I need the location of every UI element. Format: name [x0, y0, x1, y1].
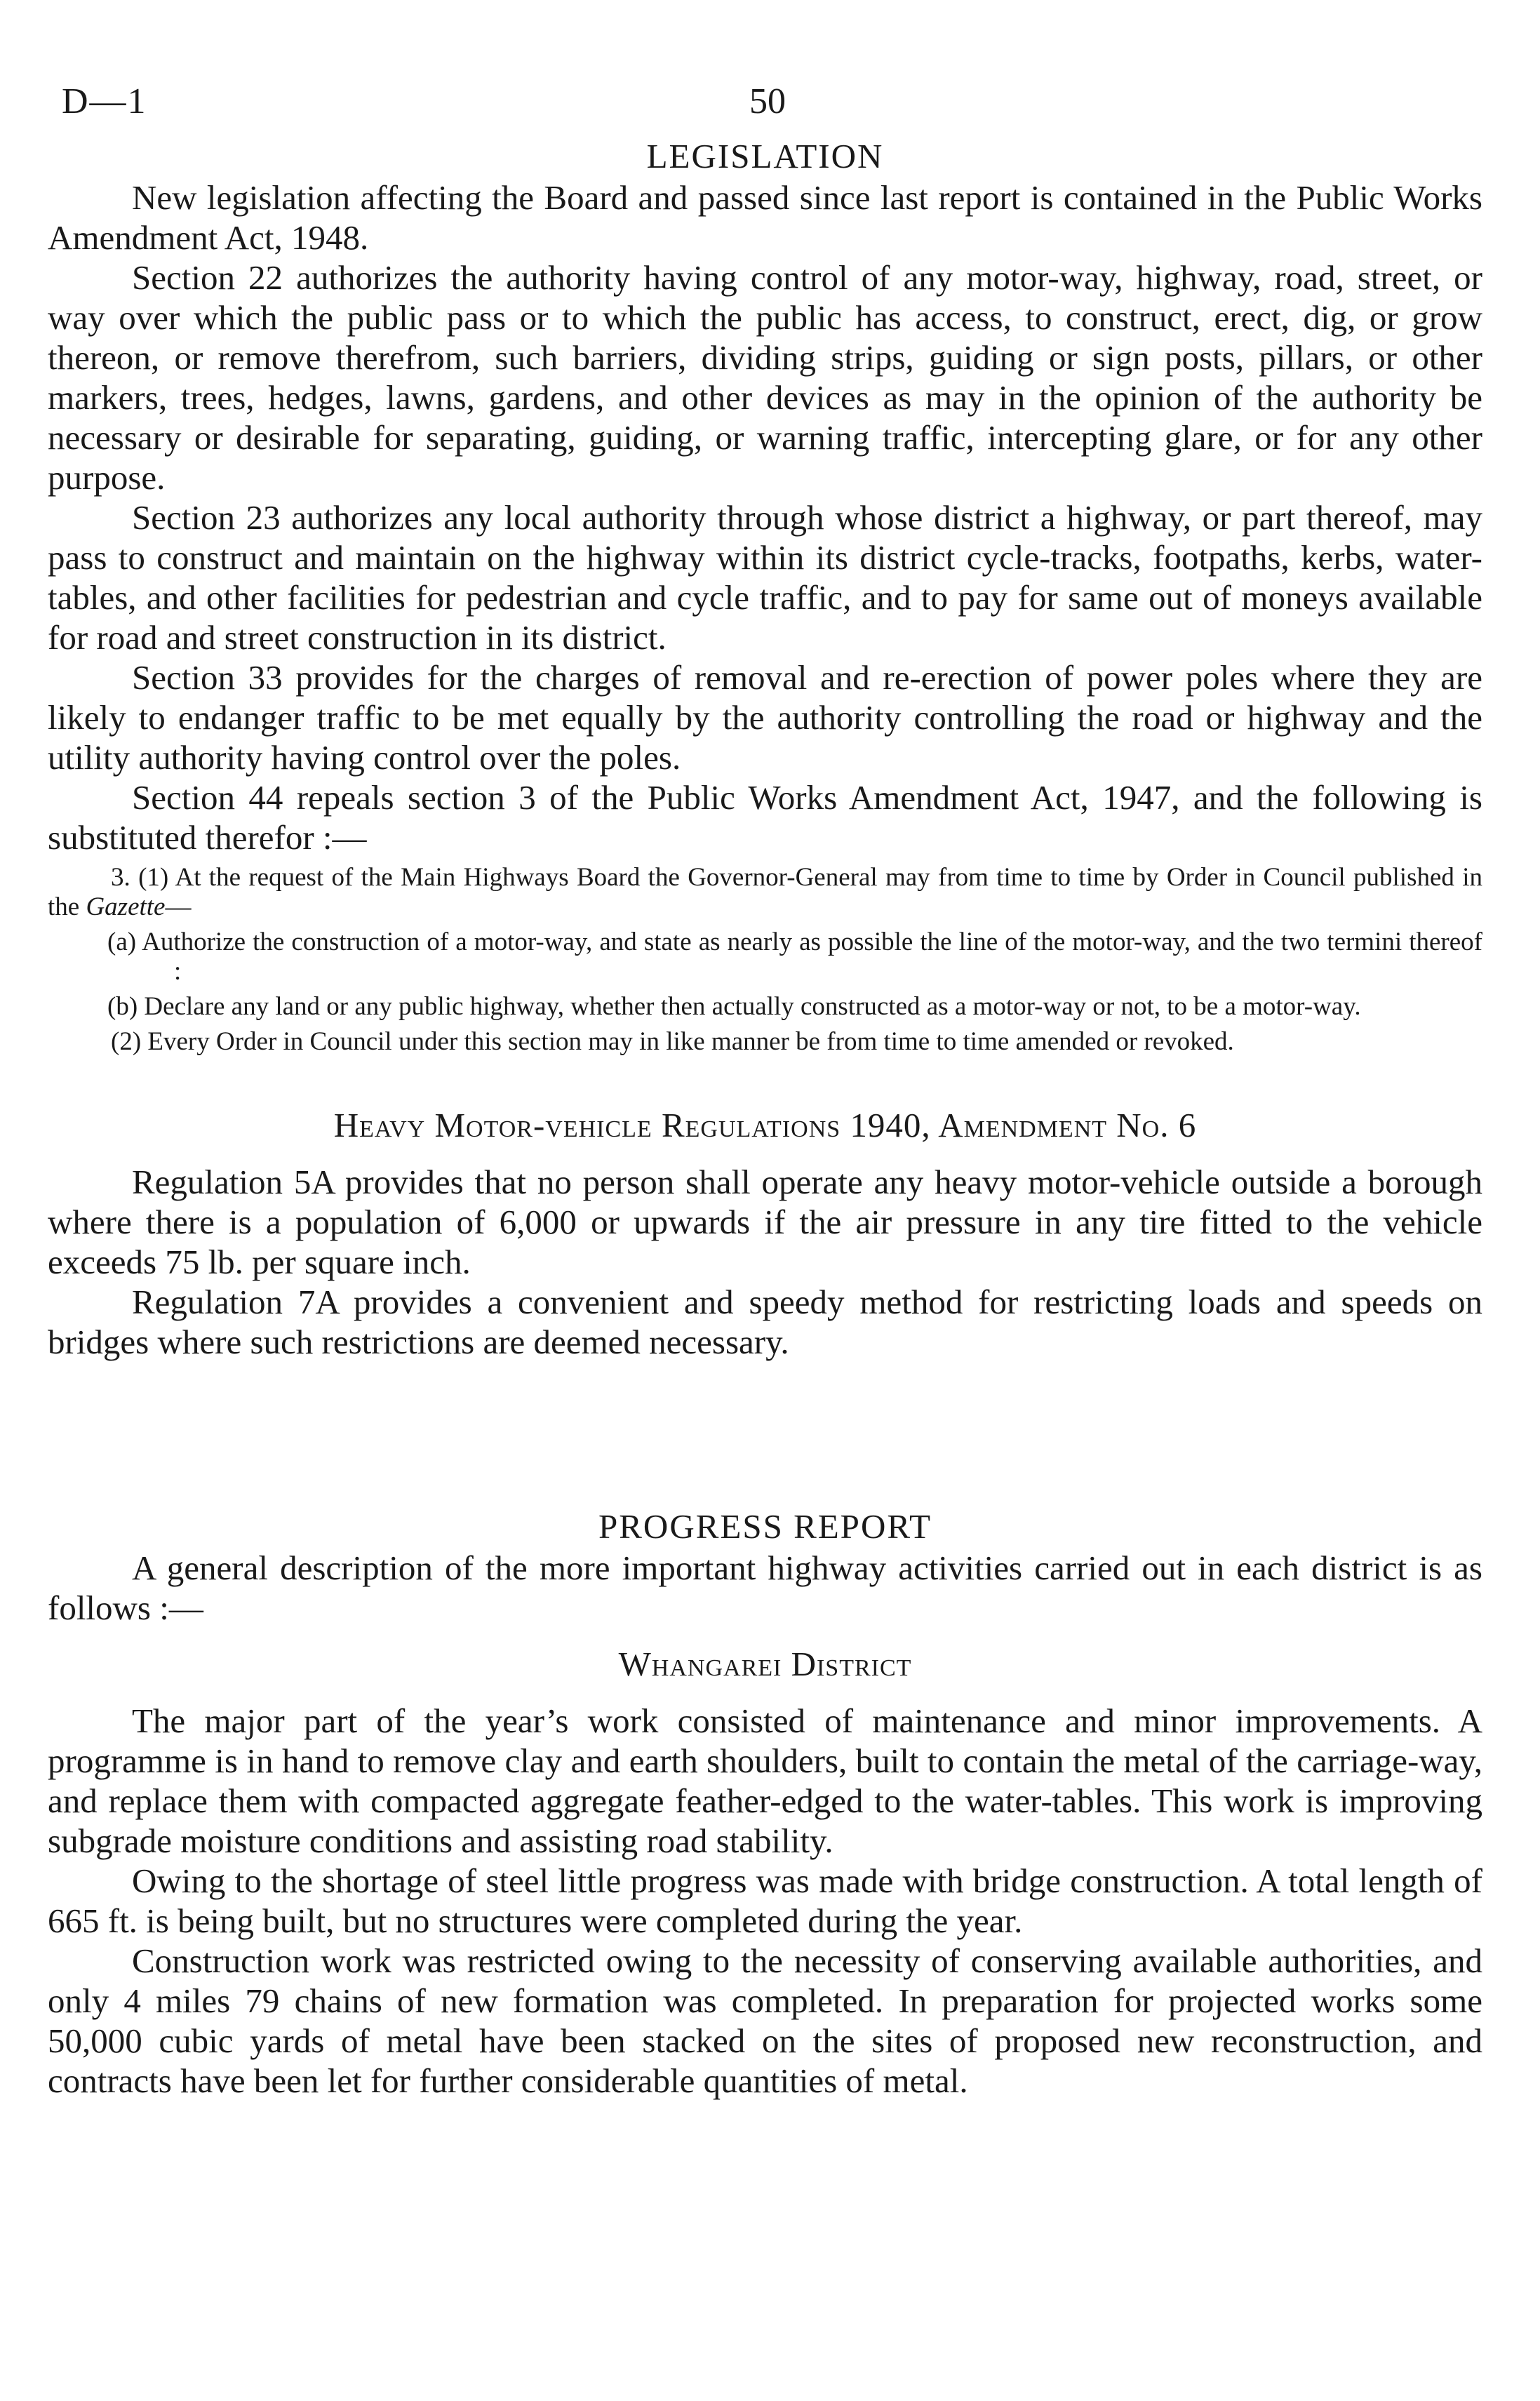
- district-heading: Whangarei District: [618, 1645, 912, 1683]
- progress-report-section: [48, 1548, 1482, 2101]
- heavy-vehicle-section: [48, 1162, 1482, 1362]
- legislation-section: [48, 178, 1482, 1057]
- legislation-paragraph: Section 22 authorizes the authority having control of any motor-way, highway, road, street, or way over which the public pass or to which the public has access, to construct, erect, dig, or grow thereon, or remove therefrom, such barriers, dividing strips, guiding or sign posts, pillars, or other markers, trees, hedges, lawns, gardens, and other devices as may in the opinion of the authority be necessary or desirable for separating, guiding, or warning traffic, intercepting glare, or for any other purpose.: [48, 258, 1482, 497]
- quoted-statute: [48, 863, 1482, 1057]
- quote-intro-text: 3. (1) At the request of the Main Highways Board the Governor-General may from time to time by Order in Council published in the: [48, 863, 1482, 921]
- quote-intro: [48, 863, 1482, 922]
- page-number: 50: [749, 81, 786, 121]
- page-header: [48, 67, 1482, 130]
- legislation-paragraph: New legislation affecting the Board and passed since last report is contained in the Public Works Amendment Act, 1948.: [48, 178, 1482, 257]
- quote-item-b: (b) Declare any land or any public highway, whether then actually constructed as a motor-way or not, to be a motor-way.: [107, 992, 1361, 1021]
- legislation-paragraph: Section 23 authorizes any local authority through whose district a highway, or part thereof, may pass to construct and maintain on the highway within its district cycle-tracks, footpaths, kerbs, water-tables, and other facilities for pedestrian and cycle traffic, and to pay for same out of moneys available for road and street construction in its district.: [48, 498, 1482, 657]
- district-paragraph: Owing to the shortage of steel little progress was made with bridge construction. A total length of 665 ft. is being built, but no structures were completed during the year.: [48, 1861, 1482, 1940]
- legislation-paragraph: Section 33 provides for the charges of removal and re-erection of power poles where they are likely to endanger traffic to be met equally by the authority controlling the road or highway and the utility authority having control over the poles.: [48, 658, 1482, 777]
- quote-closing: (2) Every Order in Council under this section may in like manner be from time to time amended or revoked.: [111, 1027, 1234, 1056]
- district-paragraph: Construction work was restricted owing to the necessity of conserving available authorities, and only 4 miles 79 chains of new formation was completed. In preparation for projected works some 50,000 cubic yards of metal have been stacked on the sites of proposed new reconstruction, and contracts have been let for further considerable quantities of metal.: [48, 1941, 1482, 2100]
- heavy-vehicle-heading: Heavy Motor-vehicle Regulations 1940, Amendment No. 6: [333, 1106, 1197, 1144]
- legislation-paragraph: Section 44 repeals section 3 of the Public Works Amendment Act, 1947, and the following is substituted therefor :—: [48, 778, 1482, 857]
- quote-intro-end: —: [165, 892, 192, 921]
- gazette-word: Gazette: [86, 892, 166, 921]
- document-page: [48, 67, 1482, 2101]
- document-code: D—1: [62, 81, 147, 121]
- regulation-paragraph: Regulation 5A provides that no person shall operate any heavy motor-vehicle outside a borough where there is a population of 6,000 or upwards if the air pressure in any tire fitted to the vehicle exceeds 75 lb. per square inch.: [48, 1163, 1482, 1281]
- progress-intro: A general description of the more important highway activities carried out in each district is as follows :—: [48, 1549, 1482, 1627]
- legislation-heading: LEGISLATION: [646, 137, 884, 175]
- regulation-paragraph: Regulation 7A provides a convenient and speedy method for restricting loads and speeds on bridges where such restrictions are deemed necessary.: [48, 1283, 1482, 1361]
- quote-item-a: (a) Authorize the construction of a motor-way, and state as nearly as possible the line of the motor-way, and the two termini thereof :: [107, 928, 1482, 986]
- progress-report-heading: PROGRESS REPORT: [598, 1507, 932, 1546]
- district-paragraph: The major part of the year’s work consisted of maintenance and minor improvements. A programme is in hand to remove clay and earth shoulders, built to contain the metal of the carriage-way, and replace them with compacted aggregate feather-edged to the water-tables. This work is improving subgrade moisture conditions and assisting road stability.: [48, 1701, 1482, 1860]
